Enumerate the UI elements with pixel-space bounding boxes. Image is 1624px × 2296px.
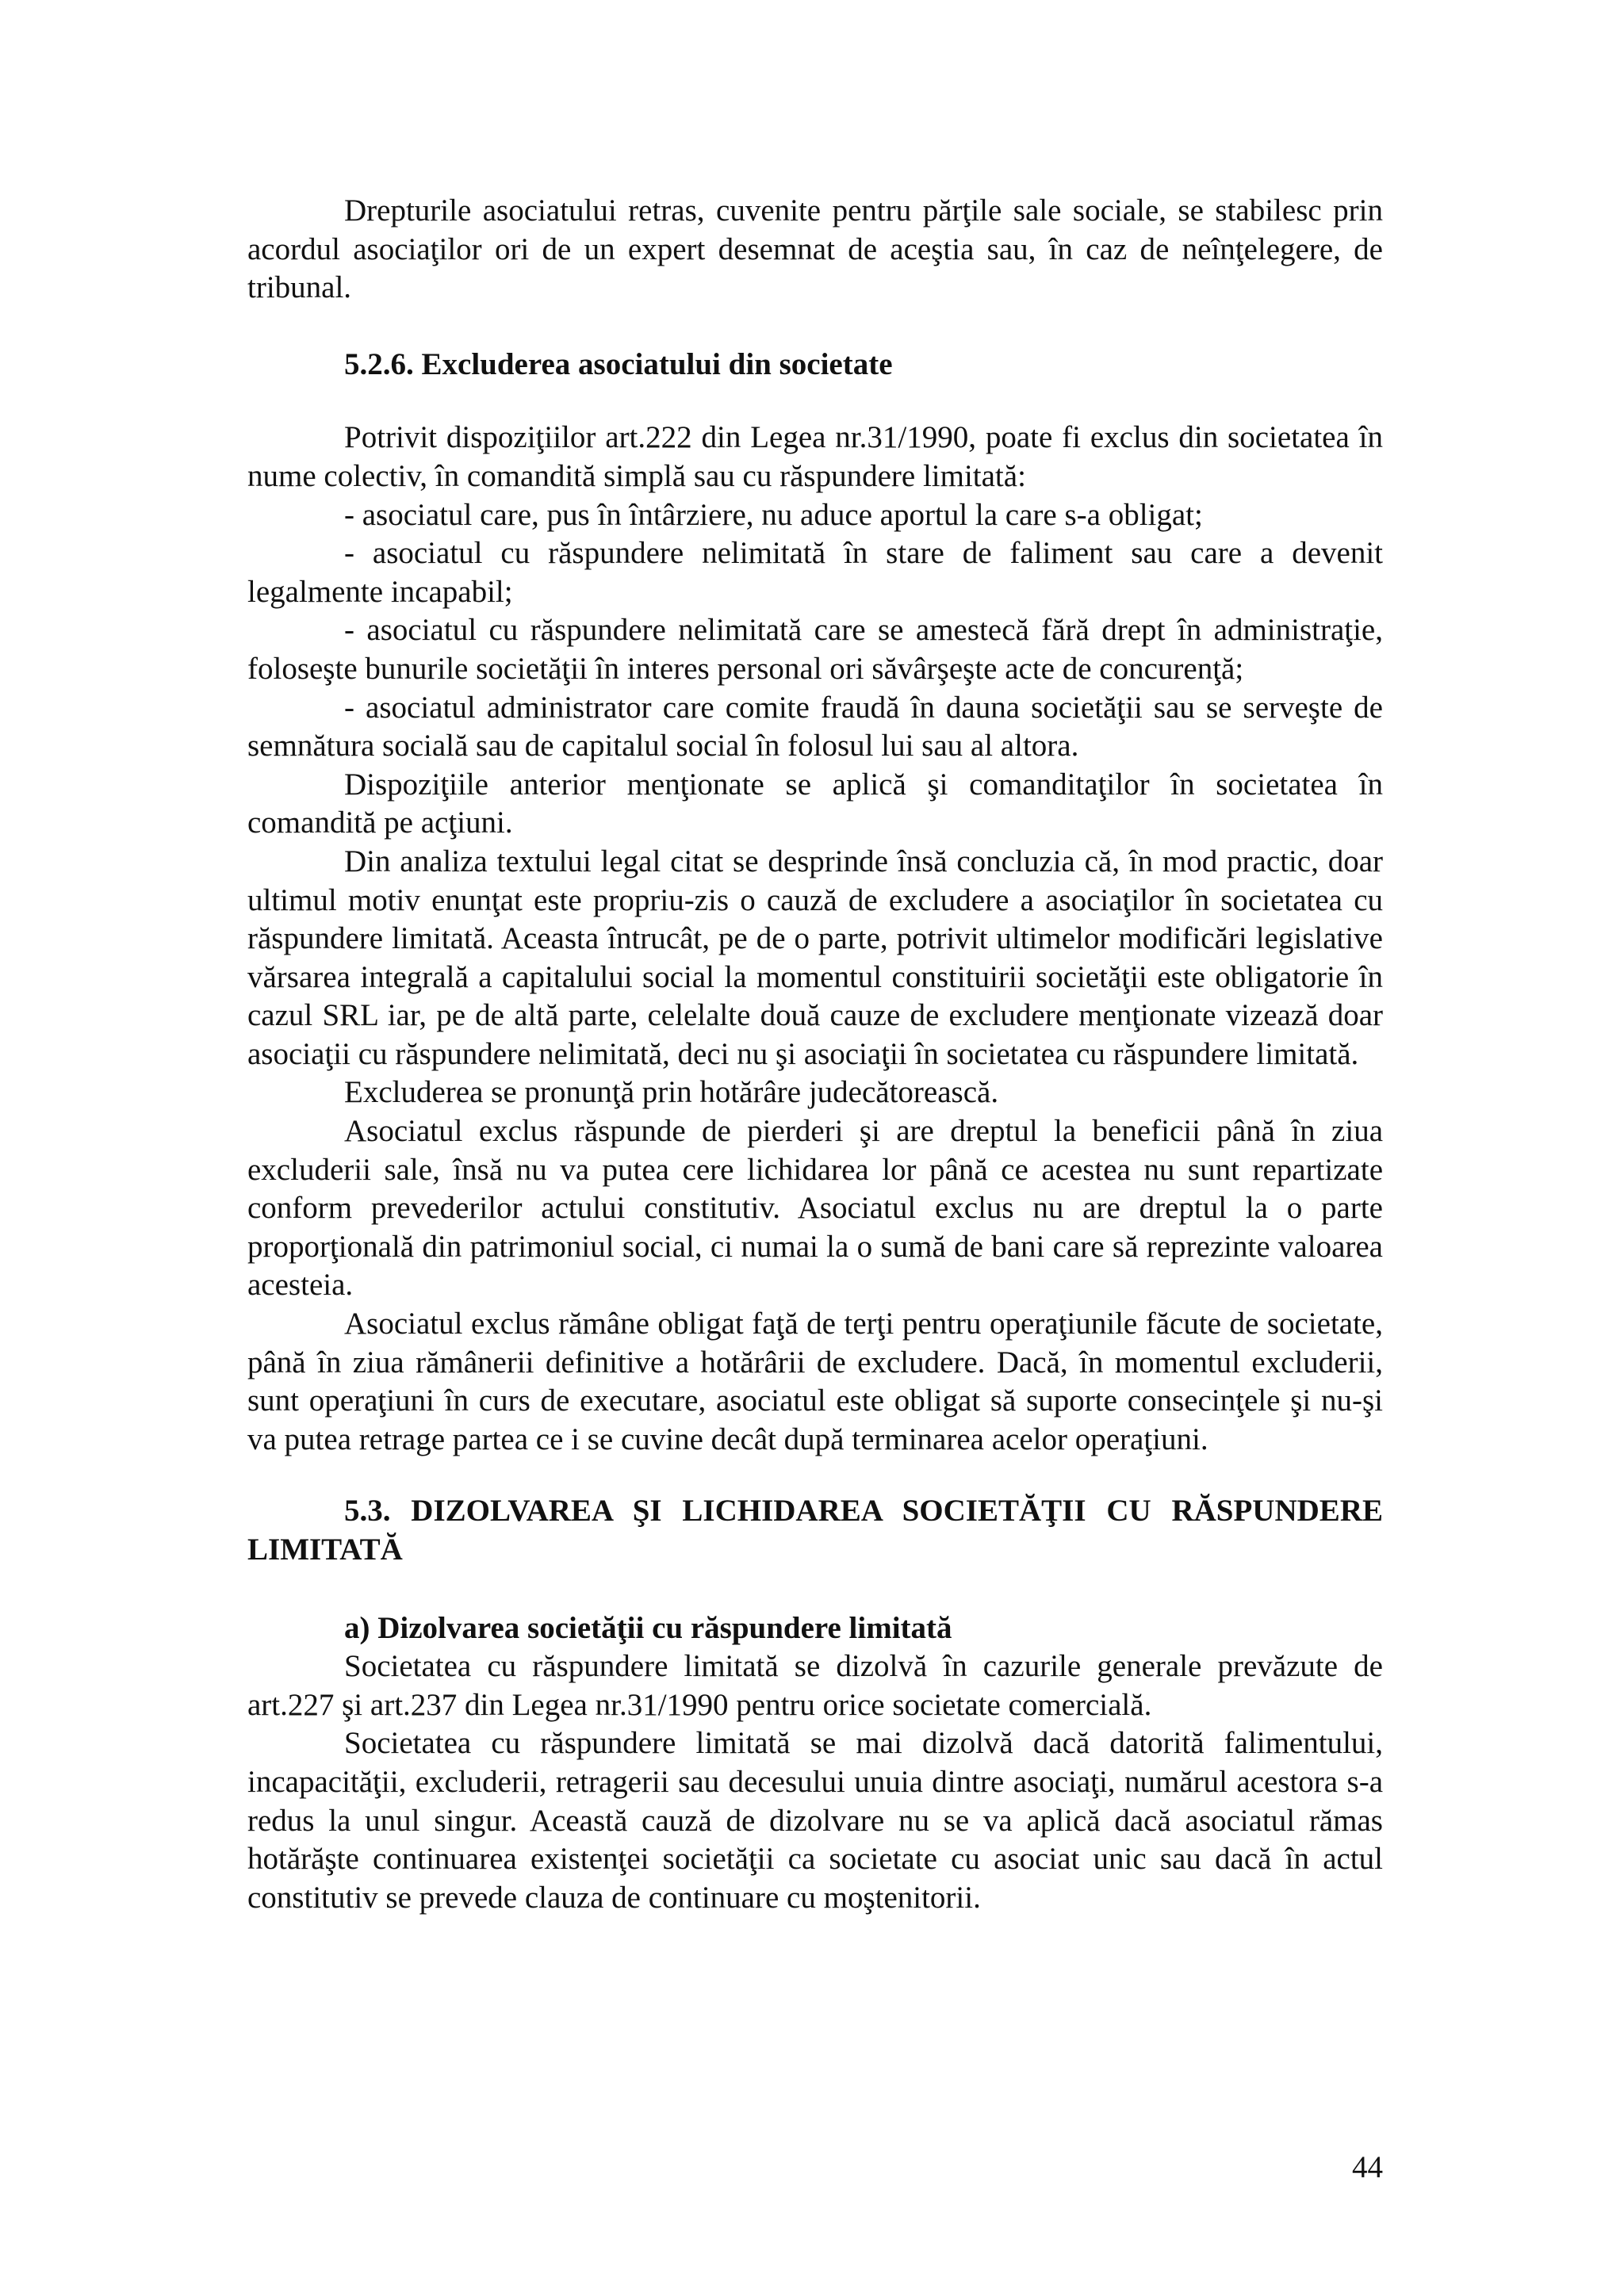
subsection-a-paragraph: Societatea cu răspundere limitată se mai dizolvă dacă datorită falimentului, incapacităţii, excluderii, retragerii sau decesului unuia dintre asociaţi, numărul acestora s-a redus la unul singur. Această cauză de dizolvare nu se va aplică dacă asociatul rămas hotărăşte continuarea existenţei societăţii ca societate cu asociat unic sau dacă în actul constitutiv se prevede clauza de continuare cu moştenitorii. [247, 1726, 1383, 1915]
section-526-paragraph: Asociatul exclus rămâne obligat faţă de terţi pentru operaţiunile făcute de societate, până în ziua rămânerii definitive a hotărârii de excludere. Dacă, în momentul excluderii, sunt operaţiuni în curs de executare, asociatul este obligat să suporte consecinţele şi nu-şi va putea retrage partea ce i se cuvine decât după terminarea acelor operaţiuni. [247, 1307, 1383, 1456]
section-526-paragraph: Potrivit dispoziţiilor art.222 din Legea nr.31/1990, poate fi exclus din societatea în nume colectiv, în comandită simplă sau cu răspundere limitată: [247, 420, 1383, 493]
exclusion-ground-3: - asociatul cu răspundere nelimitată care se amestecă fără drept în administraţie, foloseşte bunurile societăţii în interes personal ori săvârşeşte acte de concurenţă; [247, 613, 1383, 686]
exclusion-ground-2: - asociatul cu răspundere nelimitată în stare de faliment sau care a devenit legalmente incapabil; [247, 536, 1383, 609]
section-53-heading: 5.3. DIZOLVAREA ŞI LICHIDAREA SOCIETĂŢII CU RĂSPUNDERE LIMITATĂ [247, 1494, 1383, 1567]
subsection-a-heading: a) Dizolvarea societăţii cu răspundere limitată [344, 1610, 952, 1645]
subsection-a-paragraph: Societatea cu răspundere limitată se dizolvă în cazurile generale prevăzute de art.227 şi art.237 din Legea nr.31/1990 pentru orice societate comercială. [247, 1649, 1383, 1722]
page-number: 44 [1352, 2150, 1383, 2184]
section-526-paragraph: Dispoziţiile anterior menţionate se aplică şi comanditaţilor în societatea în comandită pe acţiuni. [247, 767, 1383, 840]
intro-paragraph: Drepturile asociatului retras, cuvenite pentru părţile sale sociale, se stabilesc prin acordul asociaţilor ori de un expert desemnat de aceştia sau, în caz de neînţelegere, de tribunal. [247, 193, 1383, 305]
section-526-paragraph: Din analiza textului legal citat se desprinde însă concluzia că, în mod practic, doar ultimul motiv enunţat este propriu-zis o cauză de excludere a asociaţilor în societatea cu răspundere limitată. Aceasta întrucât, pe de o parte, potrivit ultimelor modificări legislative vărsarea integrală a capitalului social la momentul constituirii societăţii este obligatorie în cazul SRL iar, pe de altă parte, celelalte două cauze de excludere menţionate vizează doar asociaţii cu răspundere nelimitată, deci nu şi asociaţii în societatea cu răspundere limitată. [247, 844, 1383, 1071]
exclusion-ground-1: - asociatul care, pus în întârziere, nu aduce aportul la care s-a obligat; [344, 497, 1203, 532]
section-526-paragraph: Asociatul exclus răspunde de pierderi şi are dreptul la beneficii până în ziua excluderii sale, însă nu va putea cere lichidarea lor până ce acestea nu sunt repartizate conform prevederilor actului constitutiv. Asociatul exclus nu are dreptul la o parte proporţională din patrimoniul social, ci numai la o sumă de bani care să reprezinte valoarea acesteia. [247, 1114, 1383, 1303]
section-526-heading: 5.2.6. Excluderea asociatului din societate [344, 346, 893, 381]
page-body [247, 192, 1383, 1917]
exclusion-ground-4: - asociatul administrator care comite fraudă în dauna societăţii sau se serveşte de semnătura socială sau de capitalul social în folosul lui sau al altora. [247, 690, 1383, 763]
section-526-paragraph: Excluderea se pronunţă prin hotărâre judecătorească. [344, 1075, 999, 1110]
